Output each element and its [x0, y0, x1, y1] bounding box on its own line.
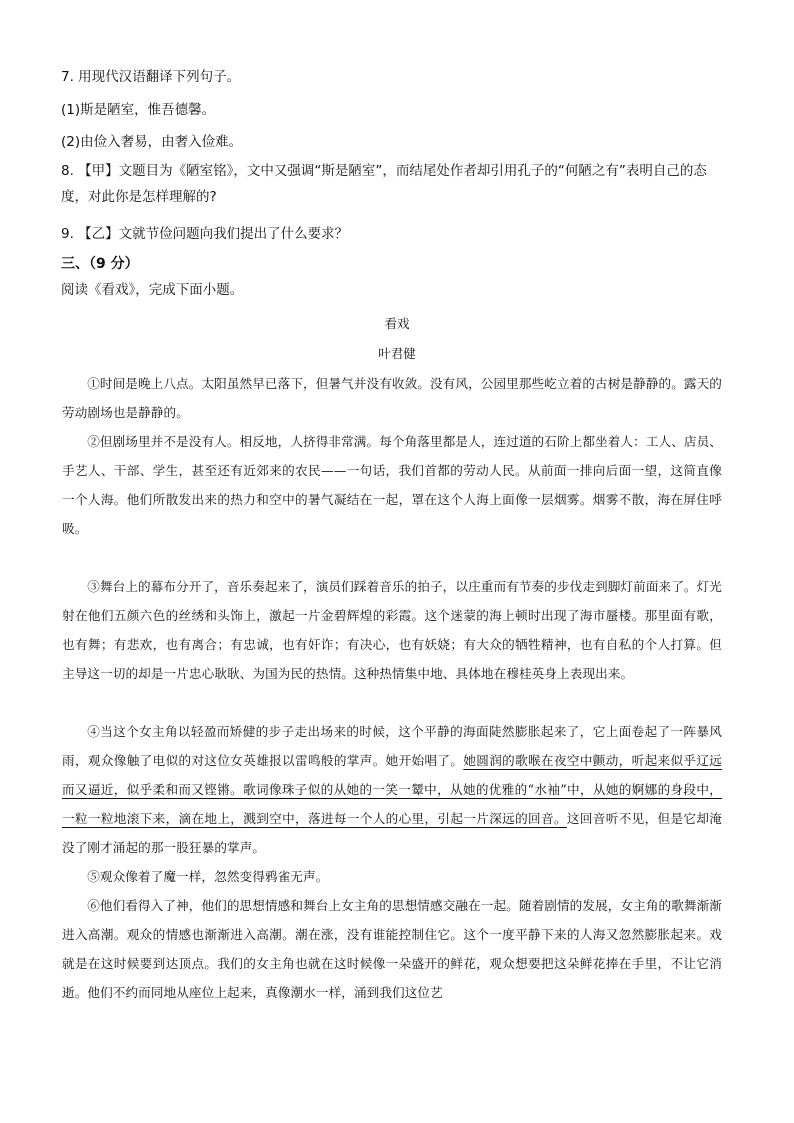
article-author: 叶君健	[378, 346, 416, 361]
question-7-2: (2)由俭入奢易，由奢入俭难。	[61, 134, 243, 150]
underlined-passage: 她圆润的歌喉在夜空中颤动，听起来似乎辽远而又逼近，似乎柔和而又铿锵。歌词像珠子似的从她的一笑一颦中，从她的优雅的“水袖”中，从她的婀娜的身段中，一粒一粒地滚下来，滴在地上，溅到空中，落进每一个人的心里，引起一片深远的回音。	[62, 753, 722, 826]
section-heading: 三、（9 分）	[61, 256, 139, 272]
paragraph-2: ②但剧场里并不是没有人。相反地，人挤得非常满。每个角落里都是人，连过道的石阶上都坐着人：工人、店员、手艺人、干部、学生，甚至还有近郊来的农民——一句话，我们首都的劳动人民。从前面一排向后面一望，这简直像一个人海。他们所散发出来的热力和空中的暑气凝结在一起，罩在这个人海上面像一层烟雾。烟雾不散，海在屏住呼吸。	[62, 434, 722, 536]
question-8: 8. 【甲】文题目为《陋室铭》，文中又强调“斯是陋室”，而结尾处作者却引用孔子的“何陋之有”表明自己的态度，对此你是怎样理解的?	[61, 163, 707, 205]
question-7-1: (1)斯是陋室，惟吾德馨。	[61, 102, 216, 118]
paragraph-4-start: ④当这个女主角以轻盈而矫健的步子走出场来的时候，这个平静的海面陡然膨胀起来了，它上面卷起了一阵暴风雨，观众像触了电似的对这位女英雄报以雷鸣般的掌声。她开始唱了。	[62, 724, 722, 768]
paragraph-1: ①时间是晚上八点。太阳虽然早已落下，但暑气并没有收敛。没有风，公园里那些屹立着的古树是静静的。露天的劳动剧场也是静静的。	[62, 376, 722, 420]
question-7: 7. 用现代汉语翻译下列句子。	[61, 69, 241, 85]
paragraph-4	[62, 717, 722, 862]
paragraph-4-end: 这回音听不见，但是它却淹没了刚才涌起的那一股狂暴的掌声。	[62, 811, 723, 855]
article-title: 看戏	[384, 316, 410, 331]
paragraph-6: ⑥他们看得入了神，他们的思想情感和舞台上女主角的思想情感交融在一起。随着剧情的发展，女主角的歌舞渐渐进入高潮。观众的情感也渐渐进入高潮。潮在涨，没有谁能控制住它。这个一度平静下来的人海又忽然膨胀起来。戏就是在这时候要到达顶点。我们的女主角也就在这时候像一朵盛开的鲜花，观众想要把这朵鲜花捧在手里，不让它消逝。他们不约而同地从座位上起来，真像潮水一样，涌到我们这位艺	[62, 898, 722, 1000]
section-instruction: 阅读《看戏》，完成下面小题。	[61, 282, 244, 298]
question-9: 9. 【乙】文就节俭问题向我们提出了什么要求？	[61, 226, 349, 242]
paragraph-3: ③舞台上的幕布分开了，音乐奏起来了，演员们踩着音乐的拍子，以庄重而有节奏的步伐走到脚灯前面来了。灯光射在他们五颜六色的丝绣和头饰上，激起一片金碧辉煌的彩霞。这个迷蒙的海上顿时出现了海市蜃楼。那里面有歌，也有舞；有悲欢，也有离合；有忠诚，也有奸诈；有决心，也有妖娆；有大众的牺牲精神，也有自私的个人打算。但主导这一切的却是一片忠心耿耿、为国为民的热情。这种热情集中地、具体地在穆桂英身上表现出来。	[62, 579, 722, 681]
paragraph-5: ⑤观众像着了魔一样，忽然变得鸦雀无声。	[87, 869, 329, 884]
